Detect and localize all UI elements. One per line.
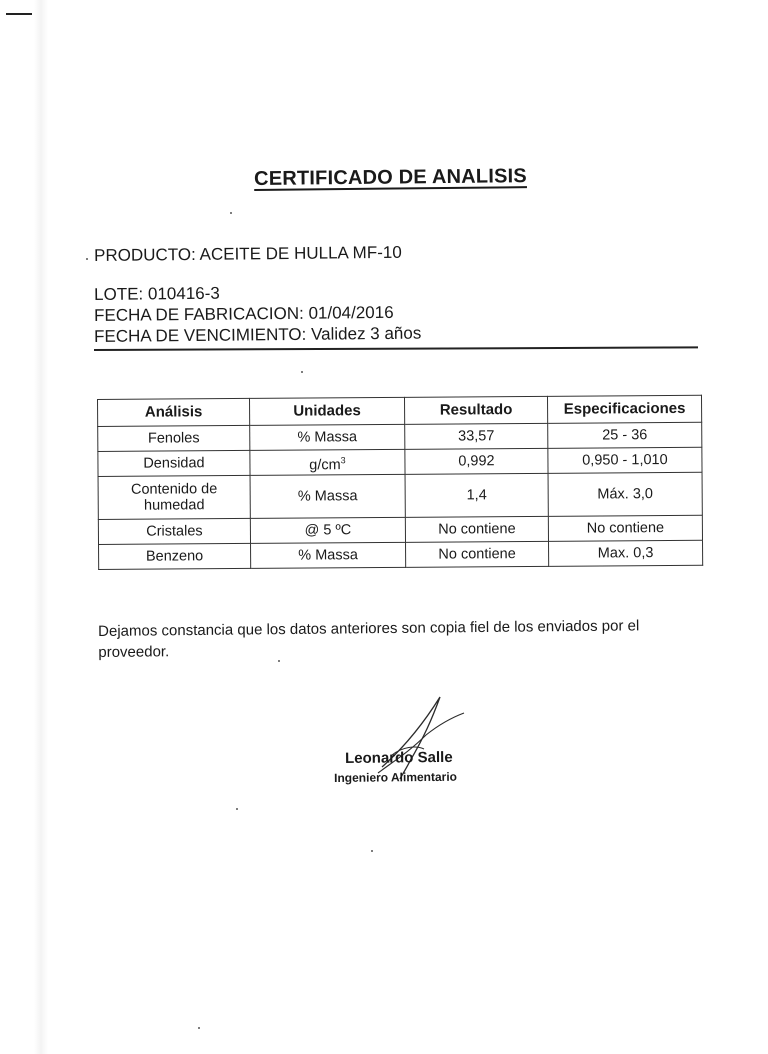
cell-unit: @ 5 ºC xyxy=(250,517,405,543)
analysis-table xyxy=(97,395,703,570)
expiry-line: FECHA DE VENCIMIENTO: Validez 3 años xyxy=(94,323,422,346)
analysis-line-2: humedad xyxy=(143,497,205,514)
cell-result: No contiene xyxy=(405,516,548,542)
signatory-role: Ingeniero Alimentario xyxy=(334,769,458,785)
header-specifications: Especificaciones xyxy=(547,395,701,423)
scan-speck xyxy=(86,258,88,260)
cell-analysis: Cristales xyxy=(98,518,250,544)
cell-unit xyxy=(250,449,405,475)
unit-text: g/cm xyxy=(309,456,341,473)
cell-result: 0,992 xyxy=(405,448,548,474)
header-units: Unidades xyxy=(249,397,404,425)
lot-line: LOTE: 010416-3 xyxy=(94,283,220,304)
table-row xyxy=(99,540,703,569)
scan-margin-mark xyxy=(6,13,32,15)
header-result: Resultado xyxy=(404,396,547,424)
cell-result: No contiene xyxy=(406,541,549,567)
product-line: PRODUCTO: ACEITE DE HULLA MF-10 xyxy=(94,242,402,265)
signatory-name: Leonardo Salle xyxy=(345,748,453,767)
scan-speck xyxy=(301,371,303,373)
scan-edge-shadow xyxy=(34,0,48,1054)
table-header-row xyxy=(98,395,702,426)
cell-unit: % Massa xyxy=(251,542,406,568)
scan-speck xyxy=(236,808,238,810)
certification-note: Dejamos constancia que los datos anteriores son copia fiel de los enviados por el proveedor. xyxy=(98,617,640,661)
cell-spec: No contiene xyxy=(548,515,702,541)
analysis-line-1: Contenido de xyxy=(130,481,218,498)
scan-speck xyxy=(371,850,373,852)
document-title: CERTIFICADO DE ANALISIS xyxy=(254,165,527,190)
table-row xyxy=(98,472,702,519)
cell-analysis: Densidad xyxy=(98,450,250,476)
cell-analysis: Benzeno xyxy=(99,543,251,569)
manufacture-date-line: FECHA DE FABRICACION: 01/04/2016 xyxy=(94,302,394,325)
cell-result: 33,57 xyxy=(405,423,548,449)
cell-spec: Max. 0,3 xyxy=(549,540,703,566)
cell-spec: 25 - 36 xyxy=(548,422,702,448)
scan-speck xyxy=(198,1027,200,1029)
cell-unit: % Massa xyxy=(250,424,405,450)
cell-analysis: Fenoles xyxy=(98,425,250,451)
cell-spec: Máx. 3,0 xyxy=(548,472,702,516)
analysis-table-container xyxy=(97,395,702,570)
unit-superscript: 3 xyxy=(340,454,346,465)
cell-unit: % Massa xyxy=(250,474,405,518)
cell-spec: 0,950 - 1,010 xyxy=(548,447,702,473)
header-analysis: Análisis xyxy=(98,398,250,426)
scan-speck xyxy=(230,212,232,214)
header-divider xyxy=(94,346,698,351)
cell-analysis xyxy=(98,475,250,519)
cell-result: 1,4 xyxy=(405,473,548,517)
